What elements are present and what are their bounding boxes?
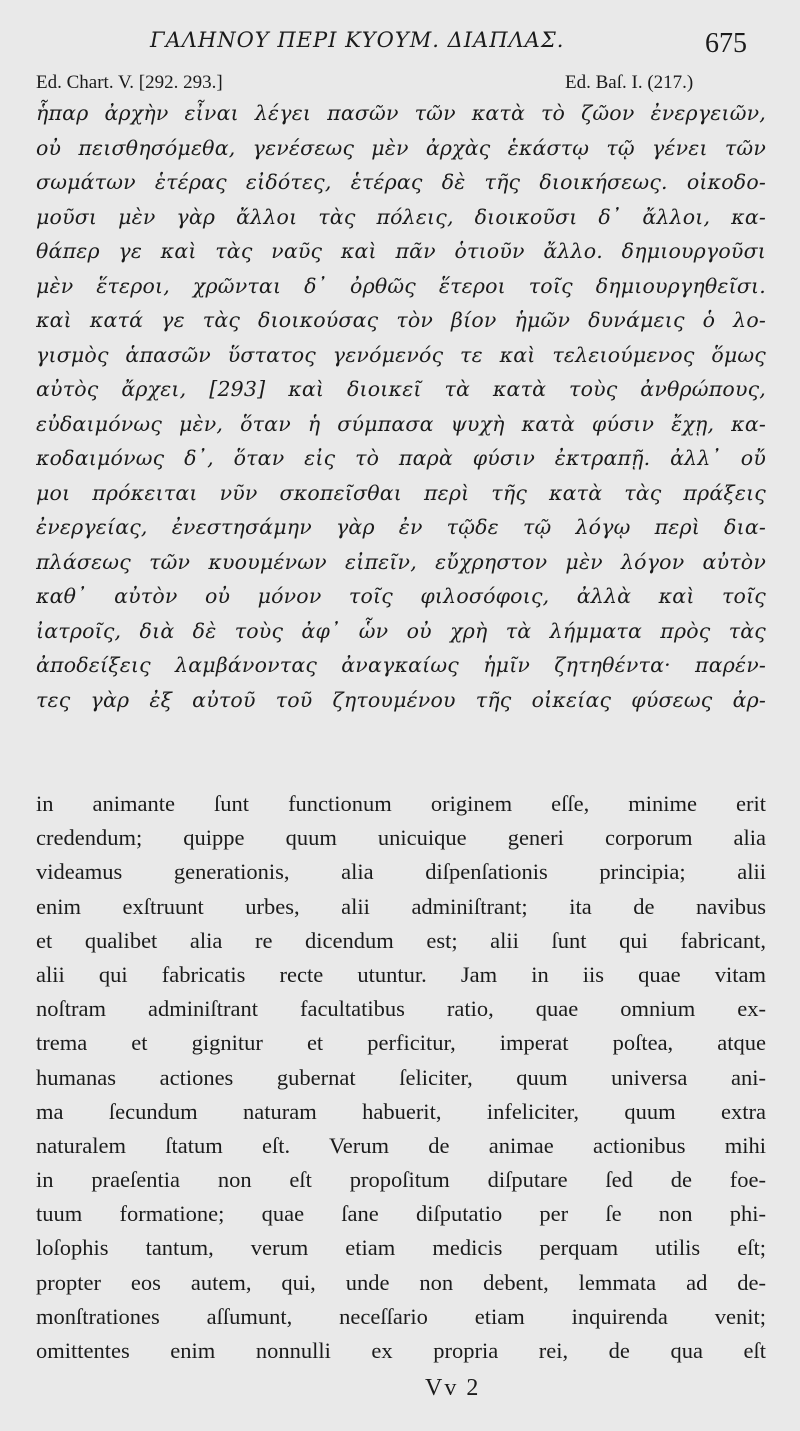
greek-text-line: ἀποδείξεις λαμβάνοντας ἀναγκαίως ἡμῖν ζητηθέντα· παρέν- bbox=[36, 653, 766, 677]
greek-text-line: ἰατροῖς, διὰ δὲ τοὺς ἀφ᾽ ὧν οὐ χρὴ τὰ λήμματα πρὸς τὰς bbox=[36, 618, 766, 643]
latin-text-line: ma ſecundum naturam habuerit, infeliciter, quum extra bbox=[36, 1098, 766, 1124]
page-number: 675 bbox=[705, 28, 747, 59]
greek-text-line: εὐδαιμόνως μὲν, ὅταν ἡ σύμπασα ψυχὴ κατὰ φύσιν ἔχῃ, κα- bbox=[36, 411, 766, 436]
latin-text-line: noſtram adminiſtrant facultatibus ratio, quae omnium ex- bbox=[36, 996, 766, 1022]
latin-text-line: in praeſentia non eſt propoſitum diſputare ſed de foe- bbox=[36, 1167, 766, 1193]
latin-text-line: omittentes enim nonnulli ex propria rei, de qua eſt bbox=[36, 1338, 766, 1363]
edition-reference-basel: Ed. Baſ. I. (217.) bbox=[565, 72, 694, 93]
latin-text-line: propter eos autem, qui, unde non debent, lemmata ad de- bbox=[36, 1269, 766, 1295]
greek-text-block bbox=[36, 96, 766, 717]
greek-text-line: κοδαιμόνως δ᾽, ὅταν εἰς τὸ παρὰ φύσιν ἐκτραπῇ. ἀλλ᾽ οὔ bbox=[36, 446, 766, 470]
greek-text-line: καὶ κατά γε τὰς διοικούσας τὸν βίον ἡμῶν δυνάμεις ὁ λο- bbox=[36, 308, 766, 332]
latin-text-line: in animante ſunt functionum originem eſſe, minime erit bbox=[36, 791, 766, 816]
greek-text-line: θάπερ γε καὶ τὰς ναῦς καὶ πᾶν ὁτιοῦν ἄλλο. δημιουργοῦσι bbox=[36, 239, 766, 263]
greek-text-line: οὐ πεισθησόμεθα, γενέσεως μὲν ἀρχὰς ἑκάστῳ τῷ γένει τῶν bbox=[36, 135, 766, 160]
greek-text-line: αὐτὸς ἄρχει, [293] καὶ διοικεῖ τὰ κατὰ τοὺς ἀνθρώπους, bbox=[36, 377, 766, 401]
greek-text-line: μὲν ἕτεροι, χρῶνται δ᾽ ὀρθῶς ἕτεροι τοῖς δημιουργηθεῖσι. bbox=[36, 273, 766, 298]
latin-text-line: videamus generationis, alia diſpenſationis principia; alii bbox=[36, 859, 766, 885]
running-title: ΓΑΛΗΝΟΥ ΠΕΡΙ ΚΥΟΥΜ. ΔΙΑΠΛΑΣ. bbox=[150, 28, 565, 52]
latin-text-line: et qualibet alia re dicendum est; alii ſunt qui fabricant, bbox=[36, 927, 766, 953]
latin-text-line: naturalem ſtatum eſt. Verum de animae actionibus mihi bbox=[36, 1132, 766, 1158]
latin-text-block bbox=[36, 787, 766, 1368]
greek-text-line: σωμάτων ἑτέρας εἰδότες, ἑτέρας δὲ τῆς διοικήσεως. οἰκοδο- bbox=[36, 170, 766, 194]
greek-text-line: τες γὰρ ἐξ αὐτοῦ τοῦ ζητουμένου τῆς οἰκείας φύσεως ἀρ- bbox=[36, 687, 766, 712]
latin-text-line: humanas actiones gubernat ſeliciter, quum universa ani- bbox=[36, 1064, 766, 1090]
latin-text-line: tuum formatione; quae ſane diſputatio per ſe non phi- bbox=[36, 1201, 766, 1227]
greek-text-line: μοι πρόκειται νῦν σκοπεῖσθαι περὶ τῆς κατὰ τὰς πράξεις bbox=[36, 480, 766, 505]
greek-text-line: γισμὸς ἁπασῶν ὕστατος γενόμενός τε καὶ τελειούμενος ὅμως bbox=[36, 342, 766, 367]
latin-text-line: loſophis tantum, verum etiam medicis perquam utilis eſt; bbox=[36, 1235, 766, 1261]
latin-text-line: monſtrationes aſſumunt, neceſſario etiam inquirenda venit; bbox=[36, 1303, 766, 1329]
latin-text-line: trema et gignitur et perficitur, imperat poſtea, atque bbox=[36, 1030, 766, 1056]
latin-text-line: enim exſtruunt urbes, alii adminiſtrant; ita de navibus bbox=[36, 893, 766, 919]
greek-text-line: καθ᾽ αὐτὸν οὐ μόνον τοῖς φιλοσόφοις, ἀλλὰ καὶ τοῖς bbox=[36, 584, 766, 608]
greek-text-line: πλάσεως τῶν κυουμένων εἰπεῖν, εὔχρηστον μὲν λόγον αὐτὸν bbox=[36, 549, 766, 574]
greek-text-line: ἧπαρ ἀρχὴν εἶναι λέγει πασῶν τῶν κατὰ τὸ ζῶον ἐνεργειῶν, bbox=[36, 101, 766, 125]
latin-text-line: credendum; quippe quum unicuique generi corporum alia bbox=[36, 825, 766, 851]
edition-reference-chartier: Ed. Chart. V. [292. 293.] bbox=[36, 72, 223, 93]
latin-text-line: alii qui fabricatis recte utuntur. Jam in iis quae vitam bbox=[36, 961, 766, 987]
signature-mark: Vv 2 bbox=[425, 1375, 481, 1401]
greek-text-line: ἐνεργείας, ἐνεστησάμην γὰρ ἐν τῷδε τῷ λόγῳ περὶ δια- bbox=[36, 515, 766, 539]
greek-text-line: μοῦσι μὲν γὰρ ἄλλοι τὰς πόλεις, διοικοῦσι δ᾽ ἄλλοι, κα- bbox=[36, 204, 766, 229]
